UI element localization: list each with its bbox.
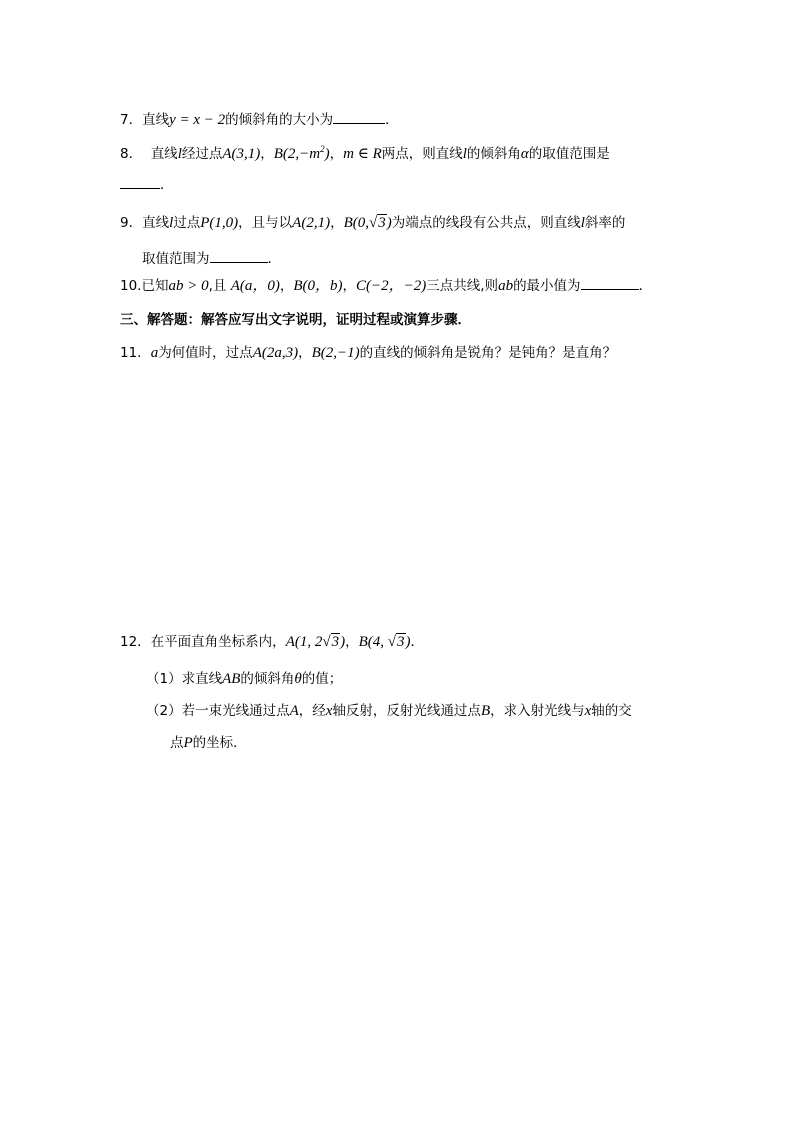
separator: ， — [260, 146, 274, 162]
question-text: 轴反射，反射光线通过点 — [332, 703, 481, 719]
math-var: A — [289, 703, 299, 719]
question-text: 取值范围为 — [142, 251, 210, 267]
question-text: 三点共线,则 — [426, 278, 499, 294]
math-point: A(2a,3) — [252, 345, 299, 361]
question-text: 直线 — [150, 146, 178, 162]
math-var: ab — [498, 278, 514, 294]
question-number: 11． — [120, 345, 151, 361]
question-text: 的最小值为 — [513, 278, 581, 294]
sqrt-radicand: 3 — [331, 634, 340, 650]
math-point: P(1,0) — [200, 215, 239, 231]
math-var: l — [177, 146, 182, 162]
question-7 — [120, 108, 399, 129]
separator: ， — [330, 215, 344, 231]
math-point-text: ) — [340, 634, 346, 650]
question-number: 8． — [120, 146, 143, 162]
question-text: 的倾斜角 — [466, 146, 521, 162]
math-point-text: B(0, — [343, 215, 369, 231]
sqrt-symbol: √3 — [322, 634, 340, 650]
question-text: 已知 — [141, 278, 169, 294]
question-12-part-2 — [146, 699, 632, 720]
math-var: α — [520, 146, 529, 162]
math-point — [274, 146, 330, 162]
question-text: 直线 — [142, 215, 170, 231]
question-text: 过点 — [173, 215, 201, 231]
question-9 — [120, 211, 625, 232]
answer-blank — [333, 111, 385, 124]
question-text: 经过点 — [181, 146, 223, 162]
question-text: ，经 — [298, 703, 326, 719]
question-end: ． — [410, 634, 424, 650]
math-point: B(0，b) — [293, 278, 343, 294]
math-var: x — [584, 703, 592, 719]
math-var: l — [462, 146, 467, 162]
question-text: ,且 — [208, 278, 227, 294]
separator: ， — [345, 634, 359, 650]
question-text: 若一束光线通过点 — [181, 703, 290, 719]
separator: ， — [329, 146, 344, 162]
question-text: 两点，则直线 — [381, 146, 463, 162]
question-text: 的倾斜角 — [240, 671, 295, 687]
question-end: ． — [638, 278, 653, 294]
question-text: 点 — [170, 735, 184, 751]
math-point — [286, 633, 345, 650]
sqrt-symbol: √3 — [387, 634, 405, 650]
question-text: ，求入射光线与 — [490, 703, 585, 719]
question-text: 轴的交 — [591, 703, 632, 719]
question-text: 的值； — [301, 671, 343, 687]
question-text: 为何值时，过点 — [158, 345, 253, 361]
question-text: ，且与以 — [238, 215, 293, 231]
answer-blank — [581, 277, 639, 290]
math-condition: ab > 0 — [168, 278, 209, 294]
part-number: （2） — [146, 703, 182, 719]
math-point: A(3,1) — [222, 146, 261, 162]
sqrt-radicand: 3 — [397, 634, 405, 650]
question-text: 的取值范围是 — [528, 146, 610, 162]
separator: ， — [298, 345, 312, 361]
question-12-part-1 — [146, 667, 342, 688]
math-exponent: 2 — [320, 144, 325, 154]
answer-blank — [210, 250, 268, 263]
math-point: B(2,−1) — [311, 345, 360, 361]
math-point: A(a，0) — [230, 278, 280, 294]
math-point-text: B(4, — [358, 634, 388, 650]
question-end: ． — [385, 112, 399, 128]
question-11 — [120, 341, 616, 362]
sqrt-radicand: 3 — [378, 215, 386, 231]
question-number: 7． — [120, 112, 143, 128]
question-12-part-2-line2 — [170, 731, 247, 752]
math-var: B — [480, 703, 491, 719]
question-text: 直线 — [142, 112, 170, 128]
separator: ， — [279, 278, 294, 294]
math-equation: y = x − 2 — [169, 112, 226, 128]
question-text: 为端点的线段有公共点，则直线 — [391, 215, 581, 231]
section-heading: 三、解答题：解答应写出文字说明，证明过程或演算步骤． — [120, 312, 471, 328]
math-var: l — [580, 215, 585, 231]
part-number: （1） — [146, 671, 182, 687]
math-point-text: A(1, 2 — [285, 634, 323, 650]
separator: ， — [342, 278, 357, 294]
question-text: 斜率的 — [584, 215, 626, 231]
question-12 — [120, 630, 424, 651]
sqrt-symbol: √3 — [369, 215, 386, 231]
math-condition: m ∈ R — [343, 146, 382, 162]
math-var: x — [325, 703, 333, 719]
question-number: 9． — [120, 215, 143, 231]
question-text: 求直线 — [181, 671, 223, 687]
question-text: 在平面直角坐标系内， — [150, 634, 286, 650]
math-point-text: B(2,−m — [273, 146, 321, 162]
math-point — [359, 633, 411, 650]
question-text: 的直线的倾斜角是锐角？是钝角？是直角？ — [359, 345, 617, 361]
question-10 — [120, 274, 652, 295]
question-end: ． — [160, 177, 174, 193]
math-var: P — [183, 735, 193, 751]
question-8 — [120, 142, 610, 163]
math-point: A(2,1) — [292, 215, 331, 231]
math-point-text: ) — [324, 146, 330, 162]
math-point — [344, 214, 392, 231]
math-var: l — [169, 215, 174, 231]
math-var: θ — [294, 671, 302, 687]
question-number: 12． — [120, 634, 151, 650]
question-end: ． — [267, 251, 281, 267]
math-var: AB — [222, 671, 241, 687]
question-8-line2 — [120, 173, 174, 193]
answer-blank — [120, 176, 160, 189]
math-point: C(−2，−2) — [356, 278, 427, 294]
math-var: a — [150, 345, 159, 361]
question-number: 10. — [120, 278, 142, 294]
question-text: 的坐标． — [192, 735, 247, 751]
math-point-text: ) — [405, 634, 411, 650]
math-point-text: ) — [386, 215, 392, 231]
question-text: 的倾斜角的大小为 — [225, 112, 334, 128]
question-9-line2 — [142, 247, 281, 267]
